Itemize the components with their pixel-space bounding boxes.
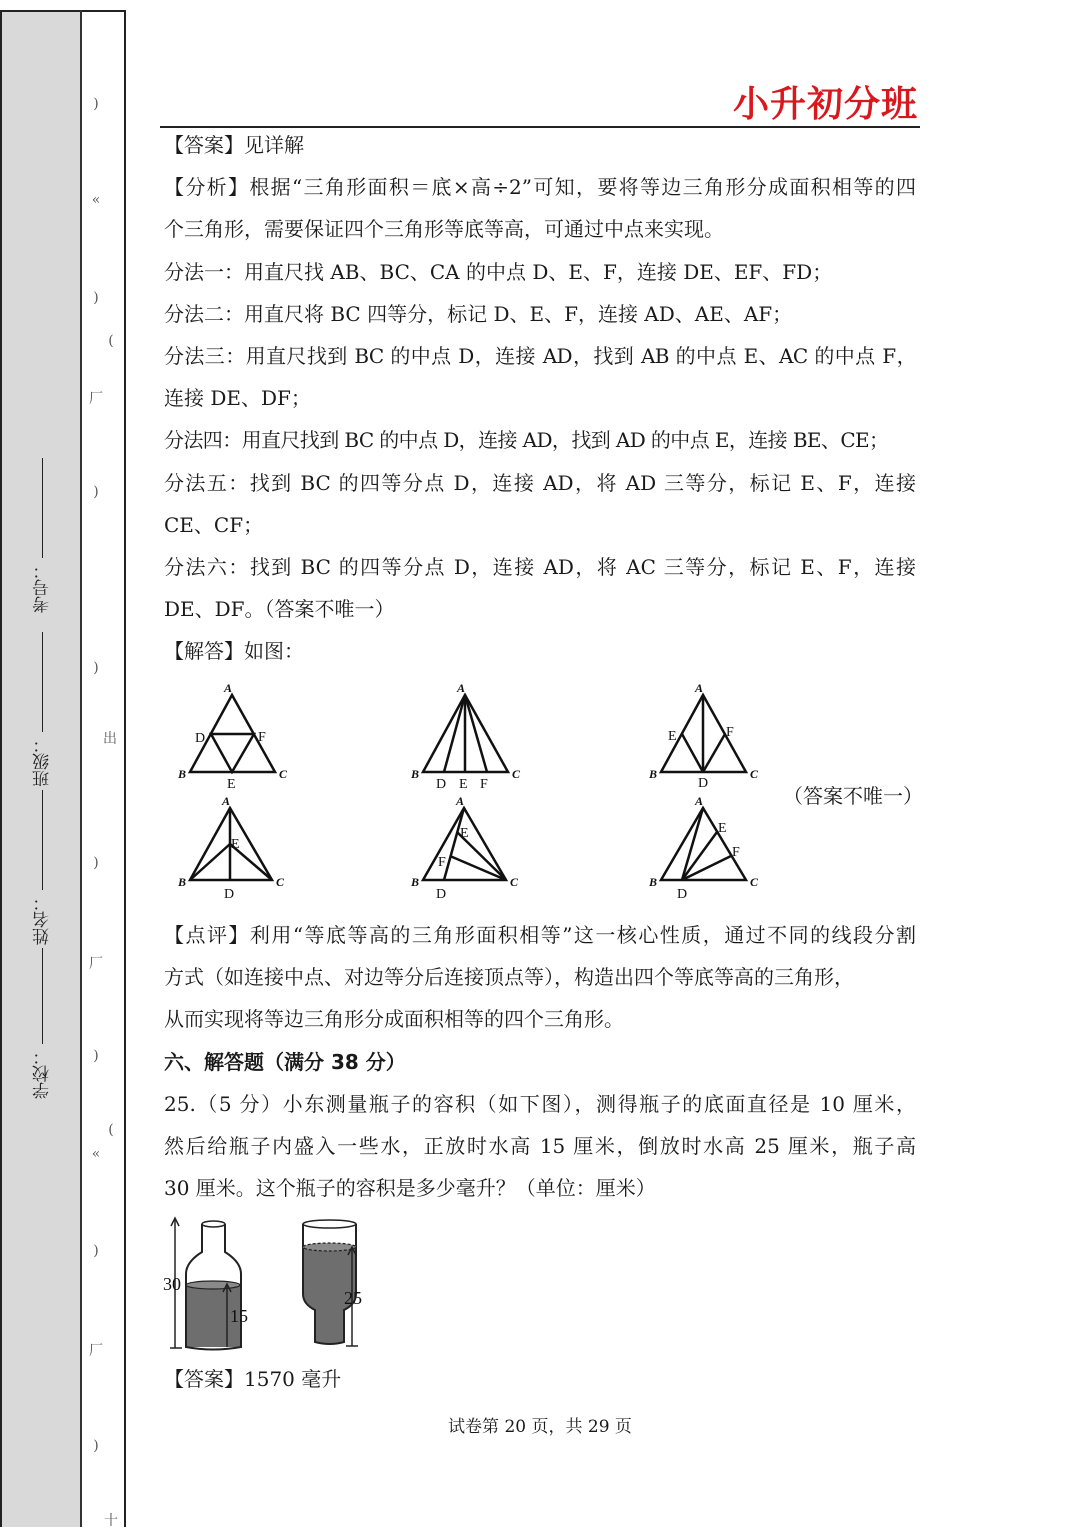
class-label: 班级：	[32, 736, 53, 787]
q25-line: 25.（5 分）小东测量瓶子的容积（如下图），测得瓶子的底面直径是 10 厘米，	[164, 1091, 916, 1116]
label-e: E	[231, 837, 240, 852]
analysis-line: 分法六：找到 BC 的四等分点 D，连接 AD，将 AC 三等分，标记 E、F，连接	[164, 555, 916, 580]
seal-mark: )	[93, 1243, 99, 1259]
seal-mark: (	[108, 333, 114, 349]
school-field	[30, 948, 54, 1099]
analysis-line: 分法三：用直尺找到 BC 的中点 D，连接 AD，找到 AB 的中点 E、AC 的中点 F，	[164, 344, 916, 369]
seal-line-strip	[82, 10, 126, 1527]
label-c: C	[276, 875, 285, 889]
label-water-25: 25	[344, 1288, 362, 1308]
label-c: C	[512, 767, 521, 781]
triangle-division-figures	[160, 680, 780, 910]
section-title: 六、解答题（满分 38 分）	[164, 1049, 406, 1074]
seal-mark: 出	[103, 731, 117, 747]
label-water-15: 15	[230, 1306, 248, 1326]
analysis-line: 分法二：用直尺将 BC 四等分，标记 D、E、F，连接 AD、AE、AF；	[164, 301, 793, 326]
q24-answer: 【答案】见详解	[164, 133, 304, 157]
label-b: B	[178, 875, 187, 889]
label-c: C	[750, 875, 759, 889]
triangle-method-5	[410, 794, 519, 902]
analysis-line: 连接 DE、DF；	[164, 386, 311, 411]
q25-line: 30 厘米。这个瓶子的容积是多少毫升？（单位：厘米）	[164, 1176, 656, 1201]
label-e: E	[227, 777, 236, 792]
analysis-line: CE、CF；	[164, 512, 264, 537]
label-b: B	[178, 767, 187, 781]
exam-number-field	[30, 458, 54, 613]
seal-mark: )	[93, 484, 99, 500]
q25-answer: 【答案】1570 毫升	[164, 1367, 342, 1391]
q25-answer-block	[164, 1358, 916, 1400]
label-a: A	[224, 681, 233, 695]
seal-mark: )	[93, 96, 99, 112]
label-f: F	[258, 730, 266, 745]
triangle-method-1	[177, 681, 288, 792]
page-footer: 试卷第 20 页，共 29 页	[448, 1417, 632, 1437]
triangle-method-6	[648, 794, 759, 902]
seal-mark: )	[93, 1438, 99, 1454]
label-e: E	[718, 821, 727, 836]
seal-mark: (	[108, 1122, 114, 1138]
comment-line: 从而实现将等边三角形分成面积相等的四个三角形。	[164, 1007, 624, 1032]
label-f: F	[438, 855, 446, 870]
analysis-line: 【分析】根据“三角形面积＝底×高÷2”可知，要将等边三角形分成面积相等的四	[164, 175, 916, 200]
seal-mark: 厂	[89, 956, 103, 972]
seal-mark: 厂	[89, 391, 103, 407]
comment-line: 方式（如连接中点、对边等分后连接顶点等），构造出四个等底等高的三角形，	[164, 965, 854, 990]
label-e: E	[460, 826, 469, 841]
name-field	[30, 790, 54, 945]
label-d: D	[436, 887, 447, 902]
label-a: A	[457, 681, 466, 695]
seal-mark: )	[93, 660, 99, 676]
seal-mark: )	[93, 855, 99, 871]
label-b: B	[411, 767, 420, 781]
seal-mark: 十	[104, 1513, 118, 1529]
name-label: 姓名：	[32, 894, 53, 945]
analysis-line: 分法五：找到 BC 的四等分点 D，连接 AD，将 AD 三等分，标记 E、F，连接	[164, 470, 916, 495]
label-d: D	[195, 731, 206, 746]
q24-comment-block	[164, 914, 916, 1209]
label-c: C	[750, 767, 759, 781]
label-a: A	[695, 681, 704, 695]
upright-bottle	[163, 1218, 248, 1350]
label-f: F	[480, 777, 488, 792]
analysis-line: DE、DF。（答案不唯一）	[164, 597, 395, 622]
label-d: D	[698, 776, 709, 791]
label-f: F	[726, 725, 734, 740]
brand-title: 小升初分班	[732, 84, 918, 125]
label-a: A	[695, 794, 704, 808]
label-d: D	[436, 777, 447, 792]
q24-analysis-block	[164, 124, 916, 673]
seal-mark: )	[93, 290, 99, 306]
label-b: B	[649, 767, 658, 781]
triangle-method-4	[177, 794, 285, 902]
school-label: 学校：	[32, 1048, 53, 1099]
triangle-method-3	[648, 681, 759, 791]
analysis-line: 分法四：用直尺找到 BC 的中点 D，连接 AD，找到 AD 的中点 E，连接 BE、CE；	[164, 428, 889, 453]
analysis-line: 分法一：用直尺找 AB、BC、CA 的中点 D、E、F，连接 DE、EF、FD；	[164, 259, 833, 284]
inverted-bottle	[303, 1220, 362, 1346]
seal-mark: «	[91, 192, 101, 208]
label-d: D	[224, 887, 235, 902]
seal-mark: )	[93, 1048, 99, 1064]
label-c: C	[279, 767, 288, 781]
label-d: D	[677, 887, 688, 902]
label-b: B	[649, 875, 658, 889]
class-field	[30, 632, 54, 787]
label-c: C	[510, 875, 519, 889]
analysis-line: 个三角形，需要保证四个三角形等底等高，可通过中点来实现。	[164, 217, 724, 242]
label-a: A	[456, 794, 465, 808]
label-height-30: 30	[163, 1274, 181, 1294]
label-e: E	[668, 729, 677, 744]
figure-note: （答案不唯一）	[783, 784, 923, 808]
exam-number-label: 考号：	[32, 562, 53, 613]
seal-mark: 厂	[89, 1343, 103, 1359]
triangle-method-2	[410, 681, 521, 792]
label-e: E	[459, 777, 468, 792]
label-a: A	[222, 794, 231, 808]
label-f: F	[732, 845, 740, 860]
seal-mark: «	[91, 1146, 101, 1162]
q24-solution: 【解答】如图：	[164, 639, 304, 664]
bottle-figure	[160, 1212, 380, 1362]
comment-line: 【点评】利用“等底等高的三角形面积相等”这一核心性质，通过不同的线段分割	[164, 923, 916, 947]
label-b: B	[411, 875, 420, 889]
q25-line: 然后给瓶子内盛入一些水，正放时水高 15 厘米，倒放时水高 25 厘米，瓶子高	[164, 1134, 916, 1159]
